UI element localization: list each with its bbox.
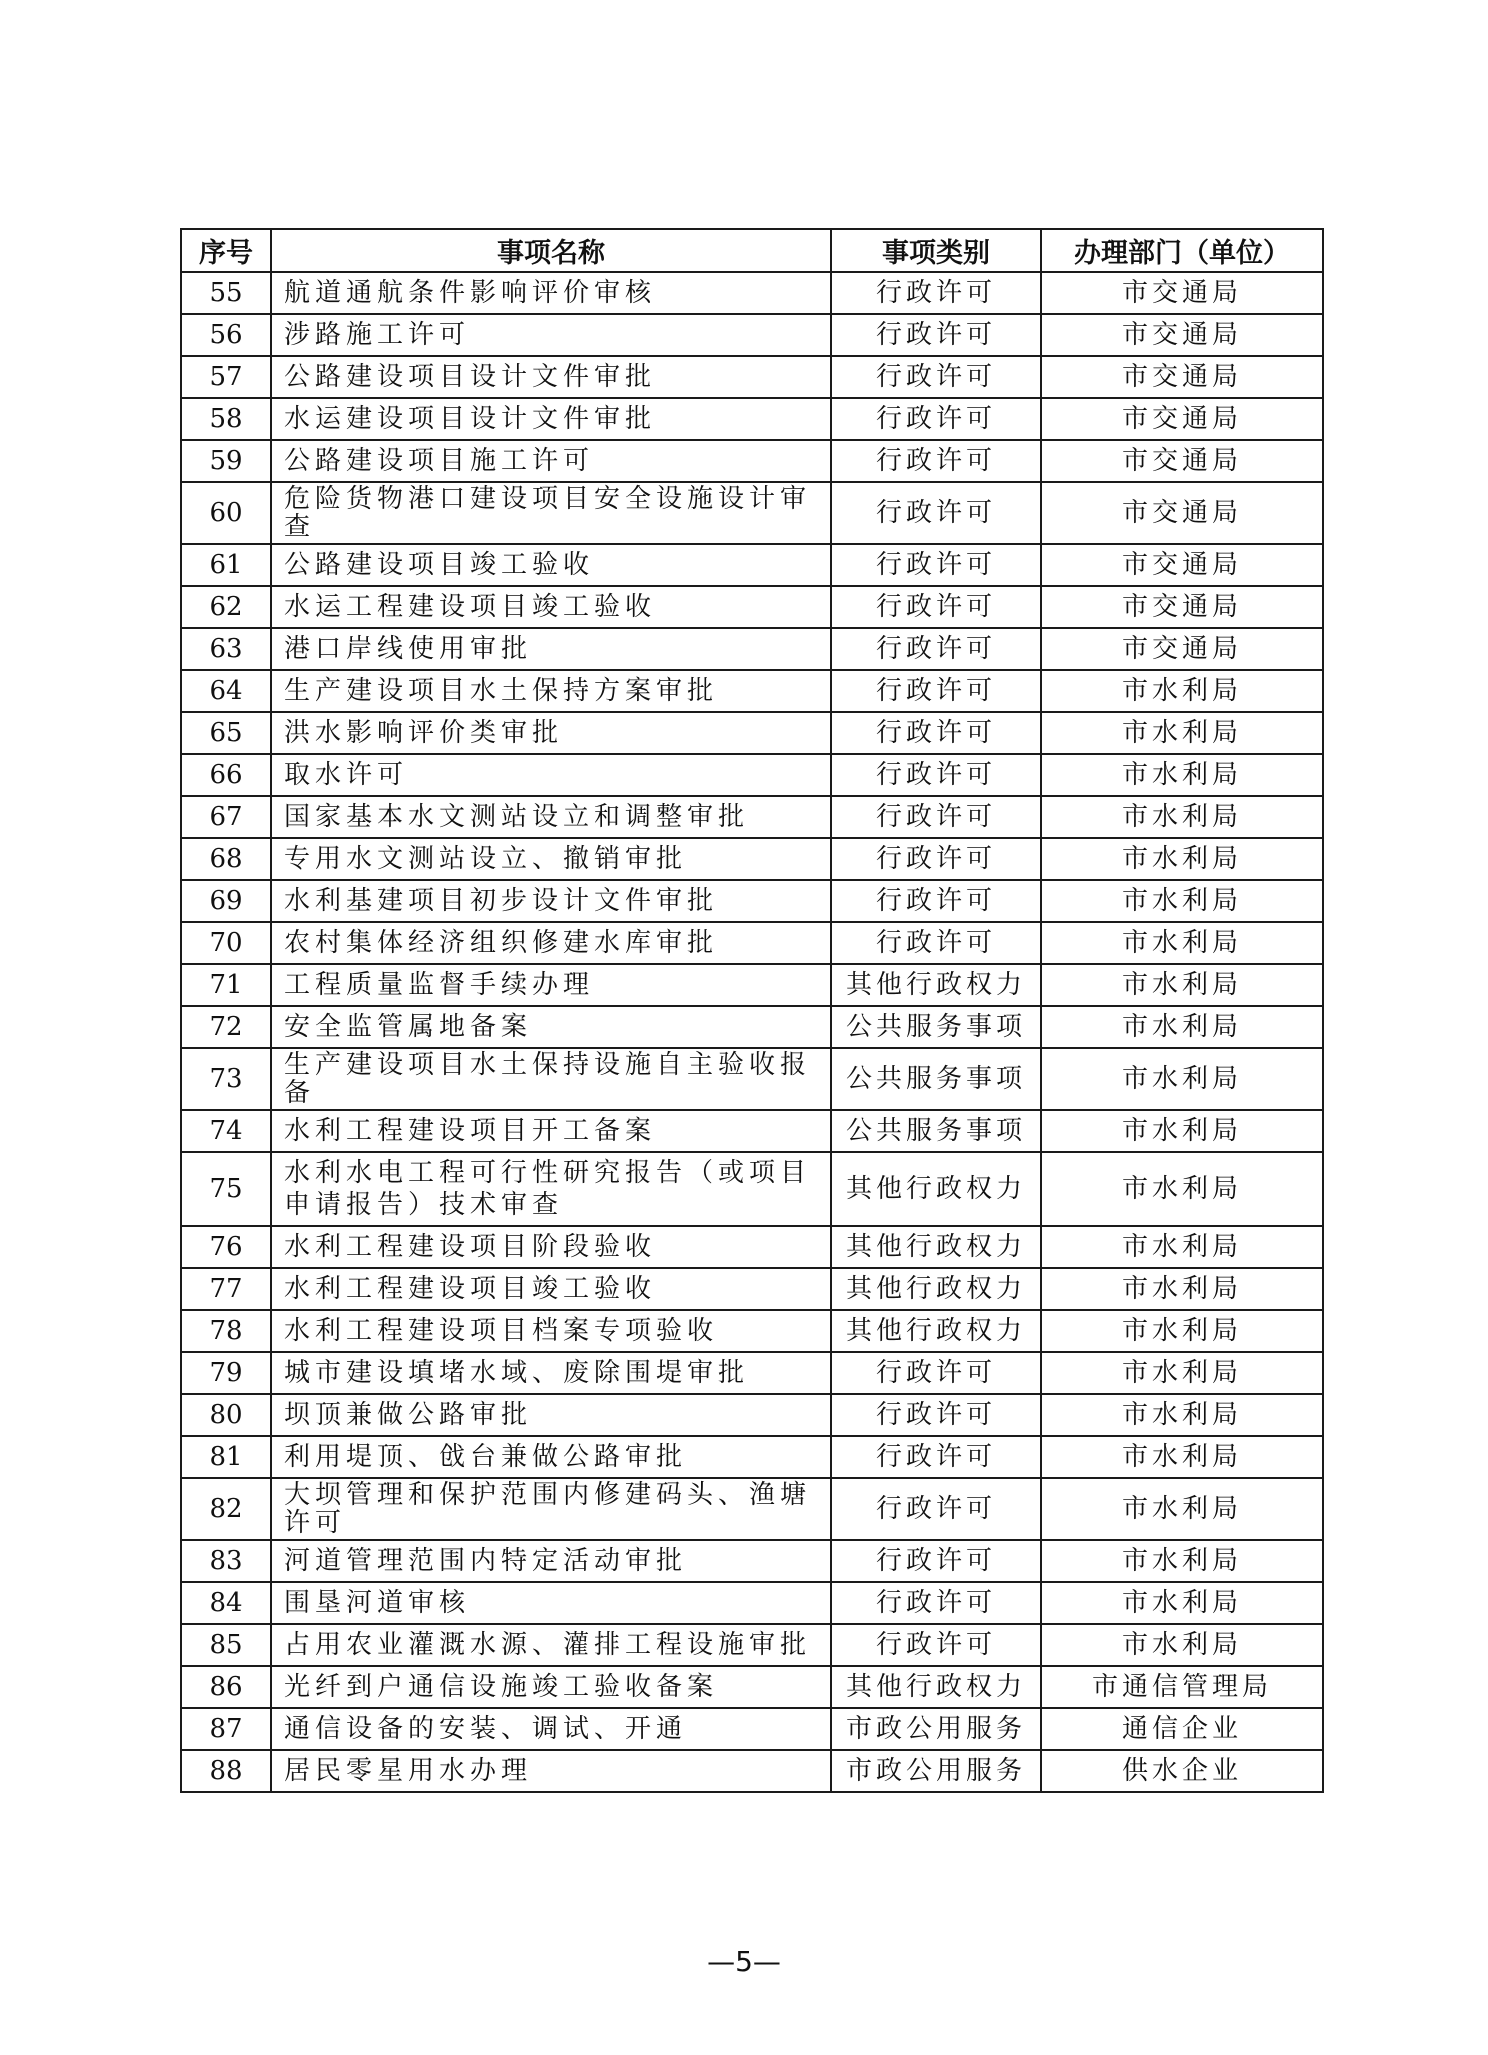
matter-name-cell: 安全监管属地备案 [271,1006,831,1048]
department-cell: 市水利局 [1041,754,1323,796]
table-row [181,964,1323,1006]
serial-cell: 80 [181,1394,271,1436]
serial-cell: 87 [181,1708,271,1750]
serial-cell: 88 [181,1750,271,1792]
department-cell: 市交通局 [1041,544,1323,586]
matter-name-cell: 坝顶兼做公路审批 [271,1394,831,1436]
matter-name-cell: 生产建设项目水土保持设施自主验收报备 [271,1048,831,1110]
table-row [181,1048,1323,1110]
serial-cell: 63 [181,628,271,670]
matter-name-cell: 公路建设项目设计文件审批 [271,356,831,398]
department-cell: 市通信管理局 [1041,1666,1323,1708]
matter-name-cell: 水运工程建设项目竣工验收 [271,586,831,628]
table-row [181,314,1323,356]
category-cell: 行政许可 [831,356,1041,398]
matter-name-cell: 洪水影响评价类审批 [271,712,831,754]
department-cell: 市水利局 [1041,922,1323,964]
serial-cell: 84 [181,1582,271,1624]
table-row [181,1110,1323,1152]
department-cell: 通信企业 [1041,1708,1323,1750]
serial-cell: 69 [181,880,271,922]
category-cell: 其他行政权力 [831,964,1041,1006]
table-row [181,1352,1323,1394]
department-cell: 市水利局 [1041,1478,1323,1540]
serial-cell: 86 [181,1666,271,1708]
department-cell: 市水利局 [1041,1310,1323,1352]
table-row [181,1582,1323,1624]
category-cell: 行政许可 [831,1624,1041,1666]
serial-cell: 64 [181,670,271,712]
category-cell: 行政许可 [831,922,1041,964]
page-number: —5— [707,1945,781,1978]
category-cell: 行政许可 [831,272,1041,314]
matter-name-cell: 国家基本水文测站设立和调整审批 [271,796,831,838]
matter-name-cell: 生产建设项目水土保持方案审批 [271,670,831,712]
matter-name-cell: 取水许可 [271,754,831,796]
category-cell: 公共服务事项 [831,1048,1041,1110]
department-cell: 市交通局 [1041,272,1323,314]
table-row [181,838,1323,880]
category-cell: 行政许可 [831,628,1041,670]
department-cell: 市交通局 [1041,586,1323,628]
serial-cell: 59 [181,440,271,482]
matter-name-cell: 水利工程建设项目档案专项验收 [271,1310,831,1352]
category-cell: 行政许可 [831,838,1041,880]
category-cell: 行政许可 [831,440,1041,482]
table-row [181,1310,1323,1352]
department-cell: 市交通局 [1041,356,1323,398]
serial-cell: 60 [181,482,271,544]
category-cell: 行政许可 [831,880,1041,922]
department-cell: 市水利局 [1041,1268,1323,1310]
table-row [181,1268,1323,1310]
category-cell: 其他行政权力 [831,1666,1041,1708]
table-row [181,1708,1323,1750]
table-row [181,754,1323,796]
header-matter-name: 事项名称 [271,229,831,272]
table-row [181,628,1323,670]
matter-name-cell: 通信设备的安装、调试、开通 [271,1708,831,1750]
matter-name-cell: 涉路施工许可 [271,314,831,356]
serial-cell: 83 [181,1540,271,1582]
department-cell: 市水利局 [1041,1394,1323,1436]
category-cell: 行政许可 [831,1352,1041,1394]
category-cell: 行政许可 [831,1478,1041,1540]
department-cell: 市水利局 [1041,1624,1323,1666]
department-cell: 市交通局 [1041,628,1323,670]
serial-cell: 55 [181,272,271,314]
department-cell: 市水利局 [1041,1436,1323,1478]
serial-cell: 82 [181,1478,271,1540]
table-row [181,1152,1323,1226]
serial-cell: 85 [181,1624,271,1666]
serial-cell: 65 [181,712,271,754]
table-row [181,1436,1323,1478]
department-cell: 市水利局 [1041,1110,1323,1152]
table-row [181,586,1323,628]
table-row [181,712,1323,754]
matter-name-cell: 围垦河道审核 [271,1582,831,1624]
serial-cell: 78 [181,1310,271,1352]
matter-name-cell: 光纤到户通信设施竣工验收备案 [271,1666,831,1708]
matter-name-cell: 农村集体经济组织修建水库审批 [271,922,831,964]
department-cell: 市交通局 [1041,398,1323,440]
serial-cell: 77 [181,1268,271,1310]
table-row [181,1394,1323,1436]
category-cell: 公共服务事项 [831,1110,1041,1152]
category-cell: 行政许可 [831,398,1041,440]
serial-cell: 62 [181,586,271,628]
department-cell: 市水利局 [1041,880,1323,922]
table-row [181,1666,1323,1708]
serial-cell: 72 [181,1006,271,1048]
serial-cell: 56 [181,314,271,356]
department-cell: 市水利局 [1041,796,1323,838]
table-row [181,440,1323,482]
table-row [181,398,1323,440]
matter-name-cell: 水利工程建设项目开工备案 [271,1110,831,1152]
category-cell: 市政公用服务 [831,1750,1041,1792]
matter-name-cell: 水利工程建设项目阶段验收 [271,1226,831,1268]
table-row [181,272,1323,314]
category-cell: 行政许可 [831,670,1041,712]
department-cell: 供水企业 [1041,1750,1323,1792]
matter-name-cell: 专用水文测站设立、撤销审批 [271,838,831,880]
table-row [181,1006,1323,1048]
department-cell: 市水利局 [1041,1048,1323,1110]
matter-name-cell: 城市建设填堵水域、废除围堤审批 [271,1352,831,1394]
serial-cell: 74 [181,1110,271,1152]
matter-name-cell: 危险货物港口建设项目安全设施设计审查 [271,482,831,544]
department-cell: 市交通局 [1041,482,1323,544]
department-cell: 市水利局 [1041,1582,1323,1624]
matter-name-cell: 利用堤顶、戗台兼做公路审批 [271,1436,831,1478]
serial-cell: 58 [181,398,271,440]
table-row [181,544,1323,586]
category-cell: 市政公用服务 [831,1708,1041,1750]
matter-name-cell: 水利基建项目初步设计文件审批 [271,880,831,922]
table-row [181,670,1323,712]
serial-cell: 70 [181,922,271,964]
table-row [181,1624,1323,1666]
table-row [181,1478,1323,1540]
category-cell: 行政许可 [831,1540,1041,1582]
table-row [181,922,1323,964]
serial-cell: 68 [181,838,271,880]
serial-cell: 61 [181,544,271,586]
serial-cell: 81 [181,1436,271,1478]
department-cell: 市水利局 [1041,1152,1323,1226]
category-cell: 行政许可 [831,1436,1041,1478]
serial-cell: 75 [181,1152,271,1226]
department-cell: 市交通局 [1041,314,1323,356]
department-cell: 市水利局 [1041,1540,1323,1582]
matter-name-cell: 河道管理范围内特定活动审批 [271,1540,831,1582]
serial-cell: 71 [181,964,271,1006]
category-cell: 其他行政权力 [831,1268,1041,1310]
category-cell: 行政许可 [831,586,1041,628]
category-cell: 行政许可 [831,796,1041,838]
matter-name-cell: 水利工程建设项目竣工验收 [271,1268,831,1310]
category-cell: 行政许可 [831,482,1041,544]
header-serial: 序号 [181,229,271,272]
table-row [181,356,1323,398]
category-cell: 其他行政权力 [831,1152,1041,1226]
serial-cell: 67 [181,796,271,838]
table-row [181,1226,1323,1268]
header-department: 办理部门（单位） [1041,229,1323,272]
matter-name-cell: 港口岸线使用审批 [271,628,831,670]
header-matter-category: 事项类别 [831,229,1041,272]
category-cell: 行政许可 [831,1394,1041,1436]
table-row [181,880,1323,922]
serial-cell: 79 [181,1352,271,1394]
table-row [181,796,1323,838]
table-row [181,482,1323,544]
matter-name-cell: 公路建设项目竣工验收 [271,544,831,586]
matter-name-cell: 公路建设项目施工许可 [271,440,831,482]
department-cell: 市水利局 [1041,838,1323,880]
category-cell: 行政许可 [831,1582,1041,1624]
matter-name-cell: 水利水电工程可行性研究报告（或项目申请报告）技术审查 [271,1152,831,1226]
department-cell: 市水利局 [1041,1226,1323,1268]
matter-name-cell: 占用农业灌溉水源、灌排工程设施审批 [271,1624,831,1666]
department-cell: 市水利局 [1041,1006,1323,1048]
matter-name-cell: 大坝管理和保护范围内修建码头、渔塘许可 [271,1478,831,1540]
department-cell: 市水利局 [1041,712,1323,754]
category-cell: 行政许可 [831,712,1041,754]
category-cell: 行政许可 [831,754,1041,796]
table-row [181,1750,1323,1792]
serial-cell: 73 [181,1048,271,1110]
serial-cell: 66 [181,754,271,796]
table-body [181,272,1323,1792]
serial-cell: 76 [181,1226,271,1268]
department-cell: 市交通局 [1041,440,1323,482]
department-cell: 市水利局 [1041,670,1323,712]
category-cell: 其他行政权力 [831,1310,1041,1352]
matter-name-cell: 水运建设项目设计文件审批 [271,398,831,440]
matters-table [180,228,1324,1793]
category-cell: 其他行政权力 [831,1226,1041,1268]
category-cell: 公共服务事项 [831,1006,1041,1048]
matter-name-cell: 居民零星用水办理 [271,1750,831,1792]
department-cell: 市水利局 [1041,964,1323,1006]
table-row [181,1540,1323,1582]
category-cell: 行政许可 [831,544,1041,586]
department-cell: 市水利局 [1041,1352,1323,1394]
category-cell: 行政许可 [831,314,1041,356]
table-header-row [181,229,1323,272]
matter-name-cell: 航道通航条件影响评价审核 [271,272,831,314]
serial-cell: 57 [181,356,271,398]
matter-name-cell: 工程质量监督手续办理 [271,964,831,1006]
